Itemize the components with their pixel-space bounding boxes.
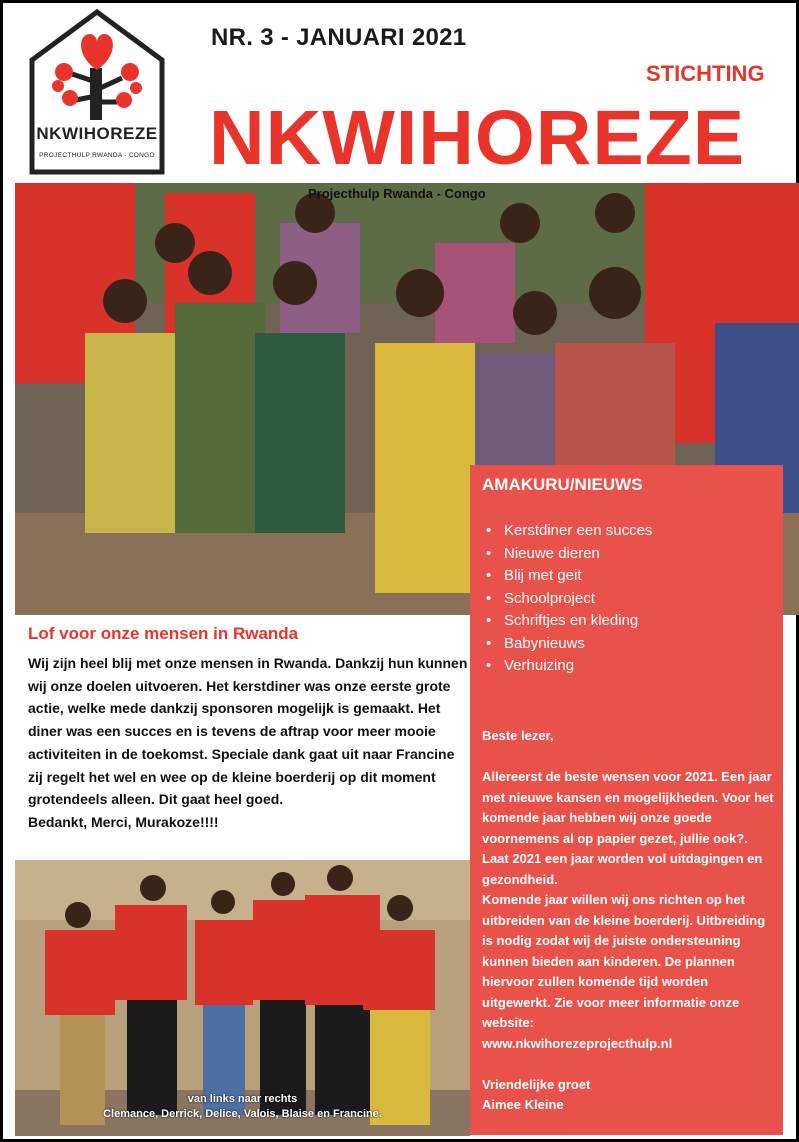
news-item: • Nieuwe dieren xyxy=(486,543,652,566)
letter-closing: Vriendelijke groet xyxy=(482,1076,591,1092)
letter-body-1: Allereerst de beste wensen voor 2021. Een jaar met nieuwe kansen en mogelijkheden. Voor het komende jaar hebben wij onze goede voornemens al op papier gezet, jullie ook?. Laat 2021 een jaar worden vol uitdagingen en gezondheid. xyxy=(482,769,774,887)
logo-name: NKWIHOREZE xyxy=(36,124,158,143)
news-item: • Blij met geit xyxy=(486,565,652,588)
logo-subtitle: PROJECTHULP RWANDA - CONGO xyxy=(39,152,155,159)
news-panel xyxy=(470,465,783,1135)
team-photo-caption xyxy=(15,1092,470,1122)
website-link[interactable]: www.nkwihorezeprojecthulp.nl xyxy=(482,1035,673,1051)
hero-caption: Projecthulp Rwanda - Congo xyxy=(308,186,486,201)
caption-line-2: Clemance, Derrick, Delice, Valois, Blaise en Francine. xyxy=(103,1108,382,1120)
letter-greeting: Beste lezer, xyxy=(482,728,554,743)
news-item: • Schriftjes en kleding xyxy=(486,610,652,633)
letter xyxy=(482,726,777,1116)
news-item: • Verhuizing xyxy=(486,655,652,678)
stichting-label: STICHTING xyxy=(646,61,765,86)
article-title: Lof voor onze mensen in Rwanda xyxy=(28,624,299,643)
article-body xyxy=(28,652,473,834)
article-thanks: Bedankt, Merci, Murakoze!!!! xyxy=(28,813,219,830)
letter-signature: Aimee Kleine xyxy=(482,1097,564,1112)
news-list xyxy=(486,520,652,678)
issue-number: NR. 3 - JANUARI 2021 xyxy=(211,24,467,51)
news-item: • Babynieuws xyxy=(486,633,652,656)
news-item: • Kerstdiner een succes xyxy=(486,520,652,543)
news-title: AMAKURU/NIEUWS xyxy=(482,475,643,494)
caption-line-1: van links naar rechts xyxy=(187,1093,298,1105)
letter-body-2: Komende jaar willen wij ons richten op het uitbreiden van de kleine boerderij. Uitbreiding is nodig zodat wij de juiste ondersteuning kunnen bieden aan kinderen. De plannen hiervoor zullen komende tijd worden uitgewerkt. Zie voor meer informatie onze website: xyxy=(482,892,766,1030)
news-item: • Schoolproject xyxy=(486,588,652,611)
brand-title: NKWIHOREZE xyxy=(209,95,746,181)
article-text: Wij zijn heel blij met onze mensen in Rwanda. Dankzij hun kunnen wij onze doelen uitvoeren. Het kerstdiner was onze eerste grote actie, welke mede dankzij sponsoren mogelijk is gemaakt. Het diner was een succes en is tevens de aftrap voor meer mooie activiteiten in de toekomst. Speciale dank gaat uit naar Francine zij regelt het wel en wee op de kleine boerderij op dit moment grotendeels alleen. Dit gaat heel goed. xyxy=(28,655,468,808)
